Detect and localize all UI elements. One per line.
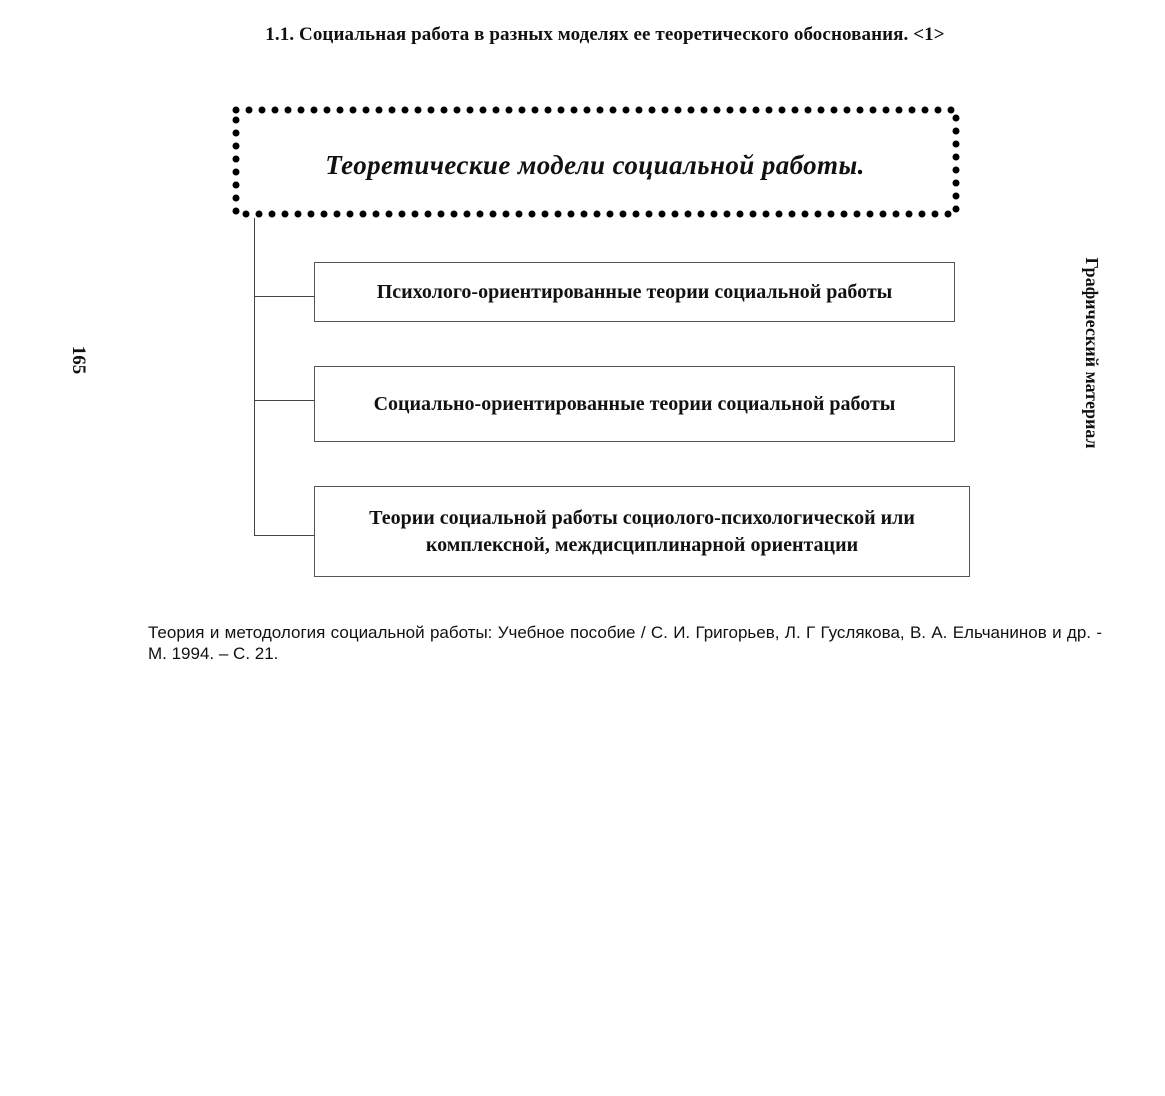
section-heading: 1.1. Социальная работа в разных моделях ее теоретического обоснования. <1> <box>265 24 945 45</box>
connector-trunk <box>254 218 255 536</box>
theory-box-complex <box>314 486 970 577</box>
theory-box-label: Психолого-ориентированные теории социальной работы <box>376 280 893 303</box>
theory-box-psychological <box>314 262 955 322</box>
bibliographic-reference: Теория и методология социальной работы: Учебное пособие / С. И. Григорьев, Л. Г Гуслякова, В. А. Ельчанинов и др. - М. 1994. – С. 21. <box>148 623 1102 663</box>
connector-branch-2 <box>254 400 314 401</box>
connector-branch-1 <box>254 296 314 297</box>
theory-box-label: Теории социальной работы социолого-психологической или комплексной, междисциплинарной ориентации <box>369 506 915 556</box>
diagram-title: Теоретические модели социальной работы. <box>325 150 865 180</box>
connector-branch-3 <box>254 535 314 536</box>
side-section-label: Графический материал <box>1082 257 1102 449</box>
theory-box-label: Социально-ориентированные теории социальной работы <box>373 392 896 415</box>
theory-box-social <box>314 366 955 442</box>
page-number: 165 <box>68 345 89 375</box>
